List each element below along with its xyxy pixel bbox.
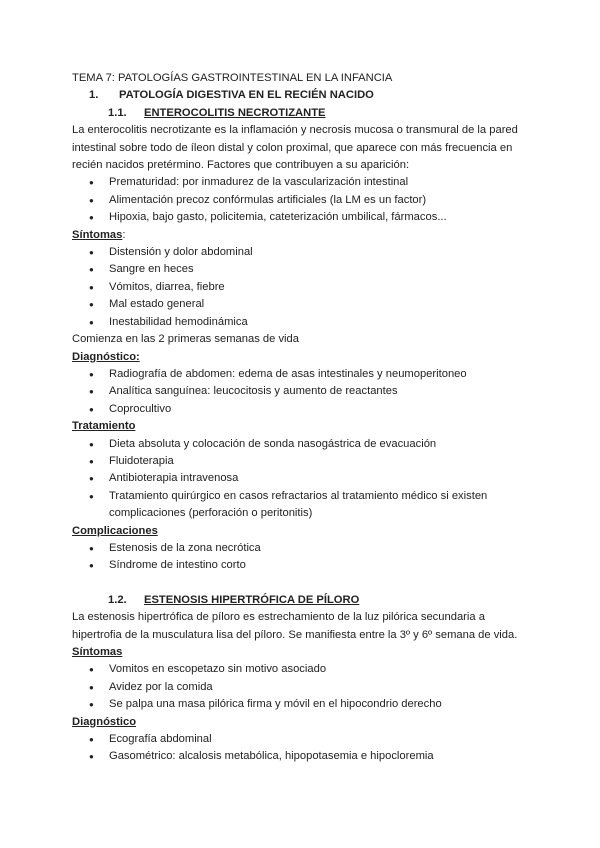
list-item [72,679,528,696]
list-item-text: Gasométrico: alcalosis metabólica, hipopotasemia e hipocloremia [109,750,434,763]
sintomas-heading [72,227,528,244]
sintomas-list [72,661,528,713]
list-item [72,470,528,487]
list-item-text: Antibioterapia intravenosa [109,472,239,485]
paragraph-line: La estenosis hipertrófica de píloro es estrechamiento de la luz pilórica secundaria a [72,611,485,624]
list-item [72,366,528,383]
list-item [72,209,528,226]
bullet-icon: ● [89,282,94,292]
subsection-heading-1-1 [72,105,528,122]
list-item [72,244,528,261]
list-item [72,192,528,209]
list-item-text: Inestabilidad hemodinámica [109,315,248,328]
list-item [72,174,528,191]
tratamiento-heading: Tratamiento [72,420,136,433]
list-item-text: Vómitos, diarrea, fiebre [109,280,225,293]
sintomas-list [72,244,528,331]
bullet-icon: ● [89,491,94,501]
list-item [72,261,528,278]
paragraph-line: hipertrofia de la musculatura lisa del píloro. Se manifiesta entre la 3º y 6º semana de vida. [72,628,518,641]
list-item [72,279,528,296]
bullet-icon: ● [89,195,94,205]
diagnostico-heading: Diagnóstico: [72,350,140,363]
bullet-icon: ● [89,700,94,710]
bullet-icon: ● [89,404,94,414]
list-item [72,401,528,418]
list-item-text: Alimentación precoz confórmulas artificiales (la LM es un factor) [109,193,427,206]
list-item-text: Distensión y dolor abdominal [109,246,253,259]
subsection-title: ESTENOSIS HIPERTRÓFICA DE PÍLORO [144,593,360,606]
diagnostico-list [72,366,528,418]
list-item-text: Vomitos en escopetazo sin motivo asociado [109,663,327,676]
subsection-heading-1-2 [72,592,528,609]
list-item-text: Avidez por la comida [109,680,213,693]
document-content [72,70,528,766]
diagnostico-heading: Diagnóstico [72,715,137,728]
list-item-text: Síndrome de intestino corto [109,559,246,572]
list-item-text: Radiografía de abdomen: edema de asas intestinales y neumoperitoneo [109,367,467,380]
list-item [72,453,528,470]
subsection-number: 1.2. [108,593,127,606]
list-item [72,696,528,713]
bullet-icon: ● [89,369,94,379]
diagnostico-list [72,731,528,766]
section-number: 1. [89,89,99,102]
complicaciones-heading: Complicaciones [72,524,158,537]
list-item [72,748,528,765]
bullet-icon: ● [89,178,94,188]
list-item [72,557,528,574]
bullet-icon: ● [89,474,94,484]
bullet-icon: ● [89,248,94,258]
list-item-text: Tratamiento quirúrgico en casos refractarios al tratamiento médico si existen [109,489,488,502]
list-item-text: Hipoxia, bajo gasto, policitemia, cateterización umbilical, fármacos... [109,211,447,224]
list-item [72,383,528,400]
list-item [72,731,528,748]
list-item-text: Sangre en heces [109,263,194,276]
complicaciones-list [72,540,528,575]
sintomas-label: Síntomas [72,228,123,241]
bullet-icon: ● [89,543,94,553]
list-item-text: Analítica sanguínea: leucocitosis y aumento de reactantes [109,385,398,398]
onset-text: Comienza en las 2 primeras semanas de vida [72,333,299,346]
list-item [72,296,528,313]
list-item-text: Mal estado general [109,298,205,311]
spacer [72,575,528,592]
list-item-text: Fluidoterapia [109,454,174,467]
list-item-text: complicaciones (perforación o peritonitis) [109,507,313,520]
sintomas-colon: : [122,228,126,241]
list-item-text: Ecografía abdominal [109,733,212,746]
bullet-icon: ● [89,752,94,762]
list-item [72,314,528,331]
bullet-icon: ● [89,387,94,397]
document-title: TEMA 7: PATOLOGÍAS GASTROINTESTINAL EN LA INFANCIA [72,72,393,84]
bullet-icon: ● [89,561,94,571]
bullet-icon: ● [89,265,94,275]
intro-paragraph [72,609,528,644]
bullet-icon: ● [89,665,94,675]
list-item [72,488,528,523]
subsection-title: ENTEROCOLITIS NECROTIZANTE [144,106,326,119]
section-title: PATOLOGÍA DIGESTIVA EN EL RECIÉN NACIDO [119,89,374,102]
list-item [72,661,528,678]
list-item-text: Coprocultivo [109,402,172,415]
list-item-text: Se palpa una masa pilórica firma y móvil en el hipocondrio derecho [109,698,442,711]
bullet-icon: ● [89,317,94,327]
sintomas-heading: Síntomas [72,646,123,658]
bullet-icon: ● [89,213,94,223]
bullet-icon: ● [89,456,94,466]
factors-list [72,174,528,226]
list-item-text: Prematuridad: por inmadurez de la vascularización intestinal [109,176,409,189]
bullet-icon: ● [89,439,94,449]
intro-paragraph [72,122,528,174]
list-item-text: Dieta absoluta y colocación de sonda nasogástrica de evacuación [109,437,437,450]
list-item [72,540,528,557]
bullet-icon: ● [89,735,94,745]
subsection-number: 1.1. [108,106,127,119]
bullet-icon: ● [89,300,94,310]
tratamiento-list [72,436,528,523]
paragraph-line: La enterocolitis necrotizante es la inflamación y necrosis mucosa o transmural de la pared [72,124,518,137]
section-heading-1 [72,87,528,104]
bullet-icon: ● [89,682,94,692]
paragraph-line: intestinal sobre todo de íleon distal y colon proximal, que aparece con más frecuencia en [72,141,513,154]
paragraph-line: recién nacidos pretérmino. Factores que contribuyen a su aparición: [72,159,410,172]
list-item-text: Estenosis de la zona necrótica [109,541,261,554]
list-item [72,436,528,453]
